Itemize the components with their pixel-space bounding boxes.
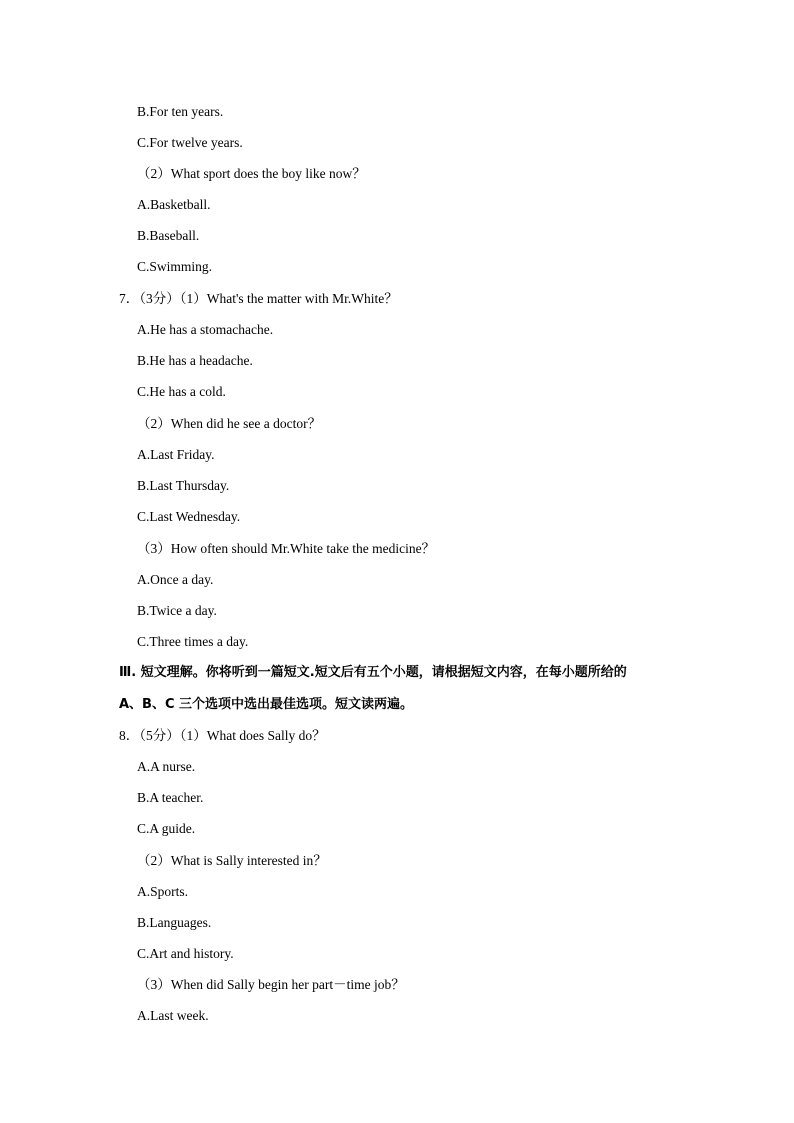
option-b-languages: B.Languages. xyxy=(137,915,212,930)
option-c-guide: C.A guide. xyxy=(137,821,196,836)
option-a-once: A.Once a day. xyxy=(137,572,214,587)
option-c-three-times: C.Three times a day. xyxy=(137,634,249,649)
option-b-baseball: B.Baseball. xyxy=(137,228,200,243)
option-b-ten-years: B.For ten years. xyxy=(137,104,224,119)
option-a-last-week: A.Last week. xyxy=(137,1008,209,1023)
option-a-stomachache: A.He has a stomachache. xyxy=(137,322,274,337)
section-3-instructions-line-2: A、B、C 三个选项中选出最佳选项。短文读两遍。 xyxy=(119,697,414,712)
option-c-wednesday: C.Last Wednesday. xyxy=(137,509,241,524)
section-3-instructions-line-1: Ⅲ. 短文理解。你将听到一篇短文.短文后有五个小题，请根据短文内容，在每小题所给的 xyxy=(119,665,627,680)
option-b-teacher: B.A teacher. xyxy=(137,790,204,805)
sub-question-3-medicine: （3）How often should Mr.White take the medicine？ xyxy=(137,541,436,556)
sub-question-2-doctor: （2）When did he see a doctor？ xyxy=(137,416,322,431)
option-a-nurse: A.A nurse. xyxy=(137,759,196,774)
option-a-friday: A.Last Friday. xyxy=(137,447,215,462)
option-a-basketball: A.Basketball. xyxy=(137,197,211,212)
sub-question-2-sport: （2）What sport does the boy like now？ xyxy=(137,166,366,181)
option-b-twice: B.Twice a day. xyxy=(137,603,217,618)
option-c-twelve-years: C.For twelve years. xyxy=(137,135,243,150)
sub-question-3-part-time-job: （3）When did Sally begin her part－time job？ xyxy=(137,977,405,992)
option-c-swimming: C.Swimming. xyxy=(137,259,213,274)
question-7-heading: 7．（3分）（1）What's the matter with Mr.White？ xyxy=(119,291,398,306)
question-8-heading: 8．（5分）（1）What does Sally do？ xyxy=(119,728,326,743)
option-b-headache: B.He has a headache. xyxy=(137,353,253,368)
option-b-thursday: B.Last Thursday. xyxy=(137,478,230,493)
option-c-cold: C.He has a cold. xyxy=(137,384,226,399)
option-a-sports: A.Sports. xyxy=(137,884,189,899)
sub-question-2-interest: （2）What is Sally interested in？ xyxy=(137,853,327,868)
option-c-art-history: C.Art and history. xyxy=(137,946,234,961)
